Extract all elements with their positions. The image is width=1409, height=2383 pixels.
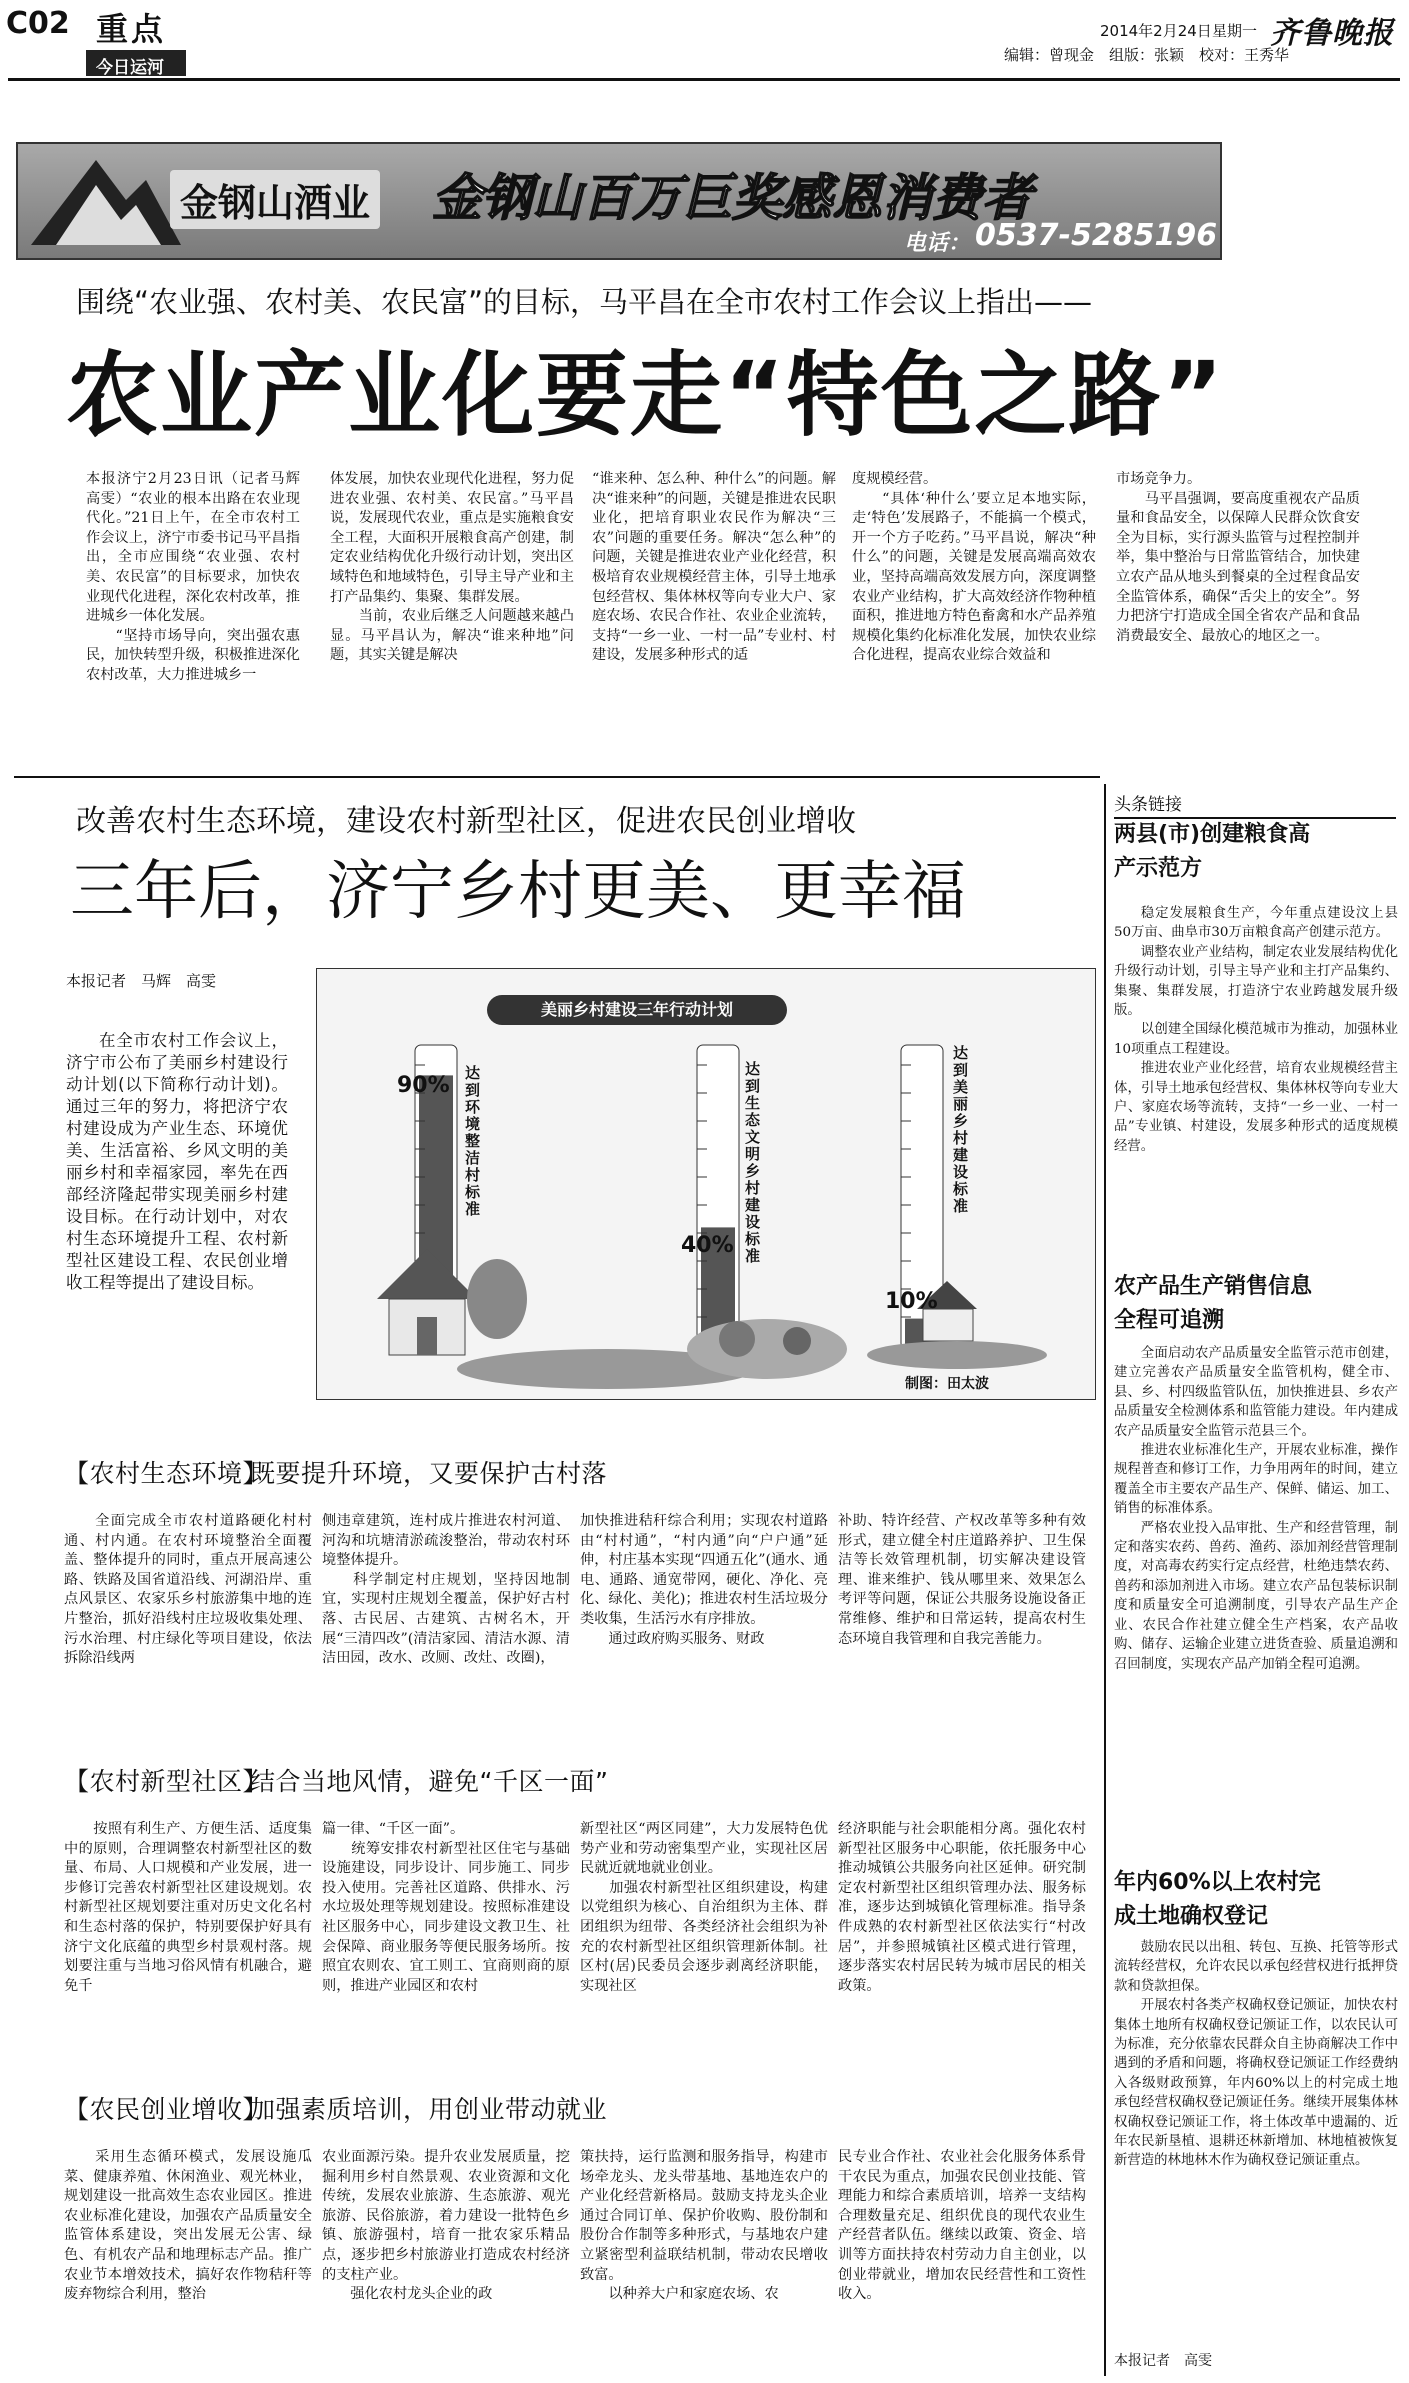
sidebar-title-2: 农产品生产销售信息全程可追溯	[1114, 1274, 1313, 1333]
paper-logo: 齐鲁晚报	[1270, 16, 1394, 51]
sidebar-1-p3: 以创建全国绿化模范城市为推动，加强林业10项重点工程建设。	[1114, 1022, 1398, 1057]
income-col-4: 民专业合作社、农业社会化服务体系骨干农民为重点，加强农民创业技能、管理能力和综合素质培训，培养一支结构合理数量充足、组织优良的现代农业生产经营者队伍。继续以政策、资金、培训等方面扶持农村劳动力自主创业，以创业带就业，增加农民经营性和工资性收入。	[838, 2149, 1086, 2303]
mountain-logo	[26, 150, 186, 250]
sidebar-body-3	[1114, 1938, 1398, 2171]
ad-phone: 0537-5285196	[975, 218, 1218, 253]
sidebar-1-p2: 调整农业产业结构，制定农业发展结构优化升级行动计划，引导主导产业和主打产品集约、集聚、集群发展，打造济宁农业跨越发展升级版。	[1114, 944, 1398, 1019]
sidebar-byline: 本报记者 高雯	[1114, 2353, 1212, 2369]
story1-col-5: 市场竞争力。 马平昌强调，要高度重视农产品质量和食品安全，以保障人民群众饮食安全为目标，实行源头监管与过程控制并举，集中整治与日常监管结合，加快建立农产品从地头到餐桌的全过程食品安全监管体系，确保“舌尖上的安全”。努力把济宁打造成全国全省农产品和食品消费最安全、最放心的地区之一。	[1116, 471, 1360, 644]
sidebar-3-p1: 鼓励农民以出租、转包、互换、托管等形式流转经营权，允许农民以承包经营权进行抵押贷款和贷款担保。	[1114, 1940, 1398, 1994]
gauge-label-2: 达到生态文明乡村建设标准	[745, 1060, 761, 1265]
ad-brand: 金钢山酒业	[170, 170, 380, 229]
infographic-credit: 制图：田太波	[905, 1376, 989, 1392]
sidebar-2-p3: 严格农业投入品审批、生产和经营管理，制定和落实农药、兽药、渔药、添加剂经营管理制度，对高毒农药实行定点经营，杜绝违禁农药、兽药和添加剂进入市场。建立农产品包装标识制度和质量安全可追溯制度，引导农产品生产企业、农民合作社建立健全生产档案，农产品收购、储存、运输企业建立进货查验、质量追溯和召回制度，实现农产品产加销全程可追溯。	[1114, 1520, 1398, 1672]
gauge-percent-1: 90%	[397, 1073, 450, 1098]
story1-col-2: 体发展，加快农业现代化进程，努力促进农业强、农村美、农民富。”马平昌说，发展现代农业，重点是实施粮食安全工程，大面积开展粮食高产创建，制定农业结构优化升级行动计划，突出区域特色和地域特色，引导主导产业和主打产品集约、集聚、集群发展。 当前，农业后继乏人问题越来越凸显。马平昌认为，解决“谁来种地”问题，其实关键是解决	[330, 471, 574, 664]
section-tag-community: 【农村新型社区】	[64, 1767, 269, 1796]
sidebar-body-2	[1114, 1344, 1398, 1674]
sidebar-body-1	[1114, 904, 1398, 1156]
gauge-label-3: 达到美丽乡村建设标准	[953, 1044, 969, 1215]
story1-col-1: 本报济宁2月23日讯（记者马辉 高雯）“农业的根本出路在农业现代化。”21日上午，在全市农村工作会议上，济宁市委书记马平昌指出，全市应围绕“农业强、农村美、农民富”的目标要求，加快农业现代化进程，深化农村改革，推进城乡一体化发展。 “坚持市场导向，突出强农惠民，加快转型升级，积极推进深化农村改革，大力推进城乡一	[86, 471, 300, 683]
section-tag-ecology: 【农村生态环境】	[64, 1459, 269, 1488]
gauge-chart	[317, 969, 1097, 1401]
income-col-2: 农业面源污染。提升农业发展质量，挖掘利用乡村自然景观、农业资源和文化传统，发展农业旅游、生态旅游、观光旅游、民俗旅游，着力建设一批特色乡镇、旅游强村，培育一批农家乐精品点，逐步把乡村旅游业打造成农村经济的支柱产业。 强化农村龙头企业的政	[322, 2149, 570, 2303]
ecology-col-4: 补助、特许经营、产权改革等多种有效形式，建立健全村庄道路养护、卫生保洁等长效管理机制，切实解决建设管理、谁来维护、钱从哪里来、效果怎么考评等问题，保证公共服务设施设备正常维修、维护和日常运转，提高农村生态环境自我管理和自我完善能力。	[838, 1513, 1086, 1647]
story2-byline: 本报记者 马辉 高雯	[66, 972, 217, 990]
income-col-3: 策扶持，运行监测和服务指导，构建市场牵龙头、龙头带基地、基地连农户的产业化经营新格局。鼓励支持龙头企业通过合同订单、保护价收购、股份制和股份合作制等多种形式，与基地农户建立紧密型利益联结机制，带动农民增收致富。 以种养大户和家庭农场、农	[580, 2149, 828, 2303]
gauge-label-1: 达到环境整洁村标准	[465, 1064, 481, 1218]
ad-phone-label: 电话：	[904, 231, 971, 256]
story1-bottom-rule	[14, 776, 1100, 778]
community-col-2: 篇一律、“千区一面”。 统筹安排农村新型社区住宅与基础设施建设，同步设计、同步施工、同步投入使用。完善社区道路、供排水、污水垃圾处理等规划建设。按照标准建设社区服务中心，同步建设文教卫生、社会保障、商业服务等便民服务场所。按照宜农则农、宜工则工、宜商则商的原则，推进产业园区和农村	[322, 1821, 570, 1994]
sidebar-3-p2: 开展农村各类产权确权登记颁证，加快农村集体土地所有权确权登记颁证工作，以农民认可为标准，充分依靠农民群众自主协商解决工作中遇到的矛盾和问题，将确权登记颁证工作经费纳入各级财政预算，年内60%以上的村完成土地承包经营权确权登记颁证任务。继续开展集体林权确权登记颁证工作，将土体改革中遗漏的、近年农民新垦植、退耕还林新增加、林地植被恢复新营造的林地林木作为确权登记颁证重点。	[1114, 1998, 1398, 2169]
story1-col-3: “谁来种、怎么种、种什么”的问题。解决“谁来种”的问题，关键是推进农民职业化，把培育职业农民作为解决“三农”问题的重要任务。解决“怎么种”的问题，关键是推进农业产业化经营，积极培育农业规模经营主体，引导土地承包经营权、集体林权等向专业大户、家庭农场、农民合作社、农业企业流转，支持“一乡一业、一村一品”专业村、村建设，发展多种形式的适	[592, 471, 836, 664]
story1-col-4: 度规模经营。 “具体‘种什么’要立足本地实际，走‘特色’发展路子，不能搞一个模式，开一个方子吃药。”马平昌说，解决“种什么”的问题，关键是发展高端高效农业，坚持高端高效发展方向，深度调整农业产业结构，扩大高效经济作物种植面积，推进地方特色畜禽和水产品养殖规模化集约化标准化发展，加快农业综合化进程，提高农业综合效益和	[852, 471, 1096, 664]
issue-weekday: 星期一	[1212, 22, 1258, 40]
section-title-ecology: 既要提升环境，又要保护古村落	[250, 1459, 608, 1488]
sidebar-title-3: 年内60%以上农村完成土地确权登记	[1114, 1870, 1321, 1929]
story1-kicker: 围绕“农业强、农村美、农民富”的目标，马平昌在全市农村工作会议上指出——	[76, 285, 1093, 319]
infographic	[316, 968, 1096, 1400]
sidebar-2-p1: 全面启动农产品质量安全监管示范市创建，建立完善农产品质量安全监管机构，健全市、县、乡、村四级监管队伍，加快推进县、乡农产品质量安全检测体系和监管能力建设。年内建成农产品质量安全监管示范县三个。	[1114, 1346, 1398, 1439]
sidebar-1-p1: 稳定发展粮食生产，今年重点建设汶上县50万亩、曲阜市30万亩粮食高产创建示范方。	[1114, 906, 1398, 941]
sidebar-divider	[1104, 784, 1106, 2376]
sidebar-header: 头条链接	[1114, 790, 1396, 819]
section-name: 重点	[96, 10, 167, 48]
income-col-1: 采用生态循环模式，发展设施瓜菜、健康养殖、休闲渔业、观光林业，规划建设一批高效生态农业园区。推进农业标准化建设，加强农产品质量安全监管体系建设，突出发展无公害、绿色、有机农产品和地理标志产品。推广农业节本增效技术，搞好农作物秸秆等废弃物综合利用，整治	[64, 2149, 312, 2303]
issue-date: 2014年2月24日	[1100, 22, 1212, 40]
community-col-4: 经济职能与社会职能相分离。强化农村新型社区服务中心职能，依托服务中心推动城镇公共服务向社区延伸。研究制定农村新型社区组织管理办法、服务标准，逐步达到城镇化管理标准。指导条件成熟的农村新型社区依法实行“村改居”，并参照城镇社区模式进行管理，逐步落实农村居民转为城市居民的相关政策。	[838, 1821, 1086, 1994]
section-tag-income: 【农民创业增收】	[64, 2095, 269, 2124]
eco-illustration	[687, 1319, 847, 1379]
community-col-3: 新型社区“两区同建”，大力发展特色优势产业和劳动密集型产业，实现社区居民就近就地就业创业。 加强农村新型社区组织建设，构建以党组织为核心、自治组织为主体、群团组织为纽带、各类经济社会组织为补充的农村新型社区组织管理新体制。社区村(居)民委员会逐步剥离经济职能，实现社区	[580, 1821, 828, 1994]
ecology-col-3: 加快推进秸秆综合利用；实现农村道路由“村村通”，“村内通”向“户户通”延伸，村庄基本实现“四通五化”(通水、通电、通路、通宽带网，硬化、净化、亮化、绿化、美化)；推进农村生活垃圾分类收集，生活污水有序排放。 通过政府购买服务、财政	[580, 1513, 828, 1647]
ad-slogan: 金钢山百万巨奖感恩消费者	[432, 169, 1032, 227]
gauge-percent-3: 10%	[885, 1289, 938, 1314]
editor-credits: 编辑：曾现金 组版：张颖 校对：王秀华	[1004, 46, 1290, 64]
community-col-1: 按照有利生产、方便生活、适度集中的原则，合理调整农村新型社区的数量、布局、人口规模和产业发展，进一步修订完善农村新型社区建设规划。农村新型社区规划要注重对历史文化名村和生态村落的保护，特别要保护好具有济宁文化底蕴的典型乡村景观村落。规划要注重与当地习俗风情有机融合，避免千	[64, 1821, 312, 1994]
section-title-income: 加强素质培训，用创业带动就业	[250, 2095, 608, 2124]
sidebar-title-1: 两县(市)创建粮食高产示范方	[1114, 822, 1311, 881]
masthead-rule	[8, 78, 1400, 81]
page-number: C02	[6, 6, 70, 41]
ecology-col-2: 侧违章建筑，连村成片推进农村河道、河沟和坑塘清淤疏浚整治，带动农村环境整体提升。 科学制定村庄规划，坚持因地制宜，实现村庄规划全覆盖，保护好古村落、古民居、古建筑、古树名木，开展“三清四改”(清洁家园、清洁水源、清洁田园，改水、改厕、改灶、改圈)，	[322, 1513, 570, 1667]
story2-headline: 三年后，济宁乡村更美、更幸福	[70, 855, 966, 929]
story2-lead: 在全市农村工作会议上，济宁市公布了美丽乡村建设行动计划(以下简称行动计划)。通过三年的努力，将把济宁农村建设成为产业生态、环境优美、生活富裕、乡风文明的美丽乡村和幸福家园，率先在西部经济隆起带实现美丽乡村建设目标。在行动计划中，对农村生态环境提升工程、农村新型社区建设工程、农民创业增收工程等提出了建设目标。	[66, 1031, 288, 1292]
sidebar-1-p4: 推进农业产业化经营，培育农业规模经营主体，引导土地承包经营权、集体林权等向专业大户、家庭农场等流转，支持“一乡一业、一村一品”专业镇、村建设，发展多种形式的适度规模经营。	[1114, 1061, 1398, 1154]
infographic-title: 美丽乡村建设三年行动计划	[487, 995, 787, 1025]
story1-headline: 农业产业化要走“特色之路”	[66, 342, 1225, 449]
sidebar-2-p2: 推进农业标准化生产，开展农业标准，操作规程普查和修订工作，力争用两年的时间，建立覆盖全市主要农产品生产、保鲜、储运、加工、销售的标准体系。	[1114, 1443, 1398, 1517]
gauge-percent-2: 40%	[681, 1233, 734, 1258]
story2-kicker: 改善农村生态环境，建设农村新型社区，促进农民创业增收	[76, 804, 856, 839]
ecology-col-1: 全面完成全市农村道路硬化村村通、村内通。在农村环境整治全面覆盖、整体提升的同时，重点开展高速公路、铁路及国省道沿线、河湖沿岸、重点风景区、农家乐乡村旅游集中地的连片整治，抓好沿线村庄垃圾收集处理、污水治理、村庄绿化等项目建设，依法拆除沿线两	[64, 1513, 312, 1667]
section-title-community: 结合当地风情，避免“千区一面”	[250, 1767, 609, 1796]
subsection-name: 今日运河	[96, 58, 164, 78]
